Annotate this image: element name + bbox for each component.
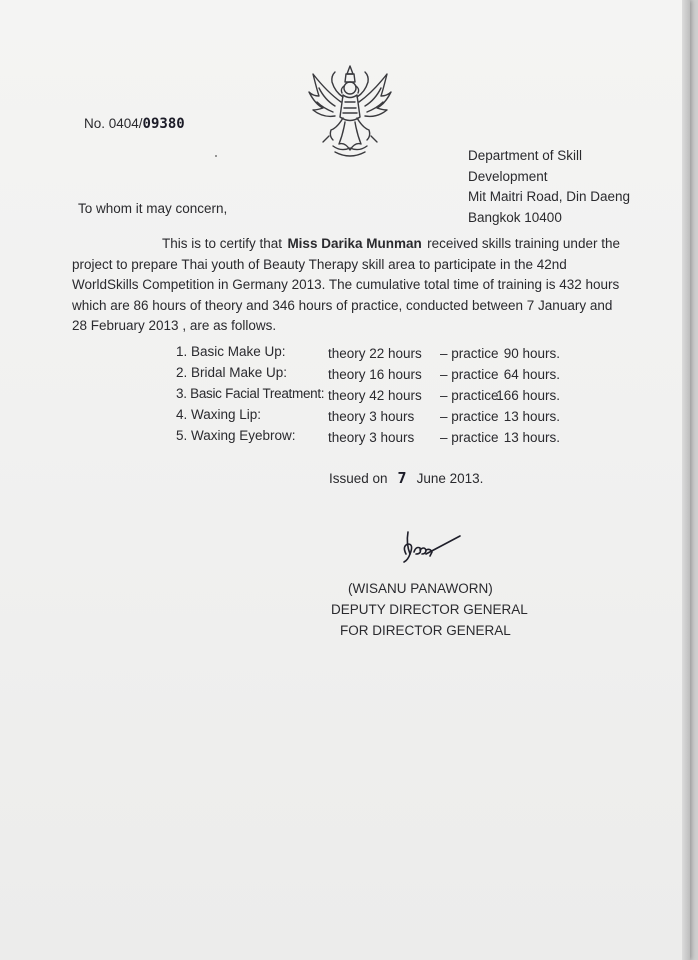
reference-handwritten-number: 09380: [142, 116, 185, 132]
training-item: [176, 428, 560, 449]
reference-number: [84, 116, 185, 132]
item-label: 4. Waxing Lip:: [176, 407, 262, 422]
item-theory: theory 3 hours: [328, 409, 415, 424]
salutation: To whom it may concern,: [78, 201, 228, 216]
item-practice-hours: 166 hours.: [496, 388, 560, 403]
training-item: [176, 344, 560, 365]
training-item: [176, 407, 560, 428]
item-theory: theory 42 hours: [328, 388, 422, 403]
address-line: Mit Maitri Road, Din Daeng: [468, 189, 631, 204]
item-practice: – practice: [440, 430, 499, 445]
paragraph-text: 28 February 2013 , are as follows.: [72, 318, 277, 333]
item-practice: – practice: [440, 409, 499, 424]
recipient-name: Miss Darika Munman: [287, 236, 422, 251]
item-label: 1. Basic Make Up:: [176, 344, 286, 359]
item-practice: – practice: [440, 367, 499, 382]
item-practice-hours: 13 hours.: [503, 409, 560, 424]
garuda-emblem-icon: [305, 62, 395, 162]
paragraph-line: [72, 234, 620, 255]
paragraph-text: received skills training under the: [427, 236, 620, 251]
page-edge: [682, 0, 690, 960]
issue-date-suffix: June 2013.: [416, 471, 484, 486]
signatory-for: FOR DIRECTOR GENERAL: [340, 623, 511, 638]
paragraph-text: This is to certify that: [162, 236, 283, 251]
item-practice-hours: 64 hours.: [503, 367, 560, 382]
item-theory: theory 16 hours: [328, 367, 422, 382]
address-line: Department of Skill: [468, 148, 583, 163]
item-label: 5. Waxing Eyebrow:: [176, 428, 296, 443]
training-item-list: [176, 344, 560, 449]
item-practice-hours: 90 hours.: [503, 346, 560, 361]
issue-date: [329, 469, 483, 487]
address-line: Development: [468, 168, 548, 184]
issue-date-day: 7: [397, 469, 407, 487]
training-item: [176, 386, 560, 407]
item-practice: – practice: [440, 388, 499, 403]
paragraph-line: [72, 316, 620, 337]
signatory-name: (WISANU PANAWORN): [348, 581, 493, 596]
paragraph-text: which are 86 hours of theory and 346 hours of practice, conducted between 7 January and: [72, 297, 613, 313]
paragraph-line: [72, 296, 620, 317]
paper-speck: [215, 155, 217, 157]
training-item: [176, 365, 560, 386]
certificate-paragraph: [72, 234, 620, 337]
paragraph-text: project to prepare Thai youth of Beauty Therapy skill area to participate in the 42nd: [72, 256, 567, 272]
paragraph-line: [72, 275, 620, 296]
signatory-title: DEPUTY DIRECTOR GENERAL: [331, 602, 528, 617]
signatory-block: [331, 578, 528, 641]
item-theory: theory 22 hours: [328, 346, 422, 361]
reference-prefix: No. 0404/: [84, 116, 143, 131]
sender-address: [468, 146, 630, 228]
item-practice: – practice: [440, 346, 499, 361]
handwritten-signature: [396, 524, 464, 566]
address-line: Bangkok 10400: [468, 209, 562, 225]
item-label: 3. Basic Facial Treatment:: [176, 386, 325, 401]
issue-date-prefix: Issued on: [329, 471, 388, 486]
item-practice-hours: 13 hours.: [503, 430, 560, 445]
item-label: 2. Bridal Make Up:: [176, 365, 288, 380]
paragraph-line: [72, 255, 620, 276]
item-theory: theory 3 hours: [328, 430, 415, 445]
paragraph-text: WorldSkills Competition in Germany 2013. The cumulative total time of training is 432 hours: [72, 277, 620, 292]
